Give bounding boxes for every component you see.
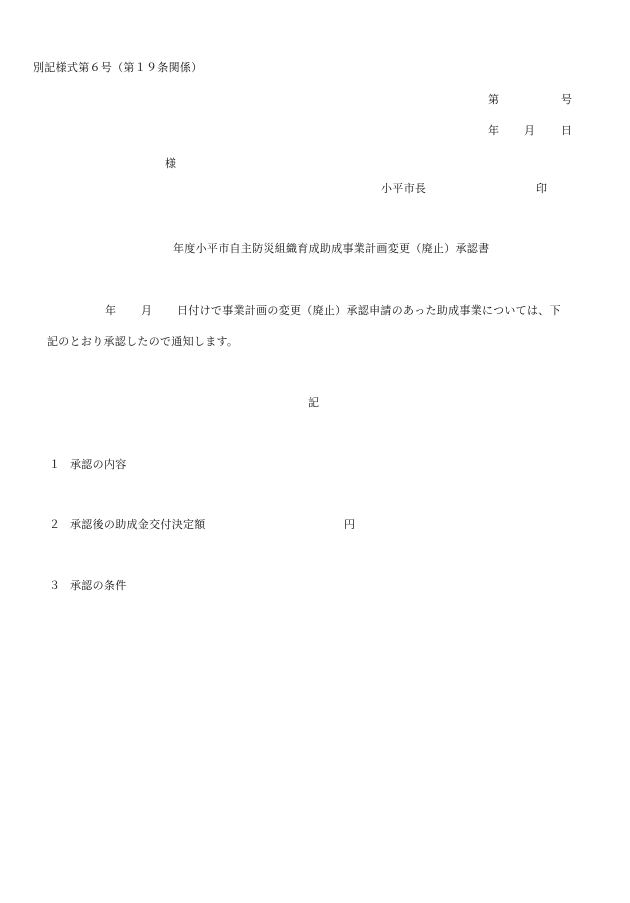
seal-label: 印: [536, 182, 548, 195]
item-label-approval-content: 承認の内容: [70, 458, 127, 471]
issuer-title: 小平市長: [381, 182, 427, 195]
item-label-approval-conditions: 承認の条件: [70, 579, 127, 592]
document-number-suffix: 号: [561, 93, 573, 106]
date-month-label: 月: [524, 124, 536, 137]
ki-heading: 記: [308, 396, 320, 409]
body-year-label: 年: [105, 304, 117, 317]
document-number-prefix: 第: [488, 93, 500, 106]
body-month-label: 月: [141, 304, 153, 317]
date-day-label: 日: [561, 124, 573, 137]
item-number: ２: [49, 518, 61, 531]
item-label-grant-amount: 承認後の助成金交付決定額: [70, 518, 206, 531]
form-number: 別記様式第６号（第１９条関係）: [33, 61, 203, 74]
item-number: １: [49, 458, 61, 471]
body-text-line-1: 日付けで事業計画の変更（廃止）承認申請のあった助成事業については、下: [177, 304, 561, 317]
item-number: ３: [49, 579, 61, 592]
recipient-honorific: 様: [165, 157, 177, 170]
date-year-label: 年: [488, 124, 500, 137]
document-title: 年度小平市自主防災組織育成助成事業計画変更（廃止）承認書: [173, 242, 490, 255]
body-text-line-2: 記のとおり承認したので通知します。: [47, 335, 239, 348]
yen-unit: 円: [344, 518, 356, 531]
